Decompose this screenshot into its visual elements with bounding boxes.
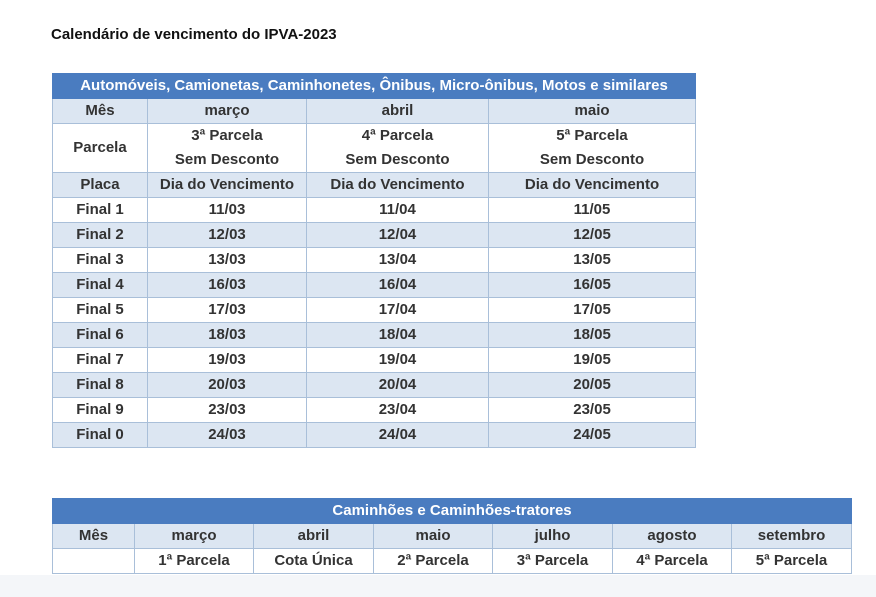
date-cell: 11/04 [307,198,489,223]
parcela-name: 5ª Parcela [556,127,628,144]
parcela-cell: 1ª Parcela [135,549,254,574]
ipva-table-automoveis [52,73,696,448]
date-cell: 13/03 [148,248,307,273]
placa-cell: Final 9 [53,398,148,423]
date-cell: 23/04 [307,398,489,423]
placa-cell: Final 0 [53,423,148,448]
date-cell: 20/05 [489,373,696,398]
table-row [53,373,696,398]
parcela-cell: 3ª Parcela [493,549,613,574]
placa-cell: Final 7 [53,348,148,373]
month-cell: maio [489,99,696,124]
date-cell: 16/04 [307,273,489,298]
parcela-cell [489,124,696,173]
date-cell: 12/03 [148,223,307,248]
date-cell: 16/05 [489,273,696,298]
parcela-cell [307,124,489,173]
month-cell: março [148,99,307,124]
parcela-cell: Cota Única [254,549,374,574]
date-cell: 19/03 [148,348,307,373]
parcela-label-empty [53,549,135,574]
table-row [53,223,696,248]
parcela-name: 3ª Parcela [191,127,263,144]
table-row [53,248,696,273]
parcela-cell: 5ª Parcela [732,549,852,574]
due-header: Dia do Vencimento [489,173,696,198]
month-cell: março [135,524,254,549]
parcela-cell: 2ª Parcela [374,549,493,574]
table-row [53,398,696,423]
date-cell: 24/03 [148,423,307,448]
date-cell: 24/05 [489,423,696,448]
month-cell: maio [374,524,493,549]
month-cell: setembro [732,524,852,549]
placa-cell: Final 6 [53,323,148,348]
placa-cell: Final 4 [53,273,148,298]
table-caption: Caminhões e Caminhões-tratores [53,499,852,524]
placa-cell: Final 3 [53,248,148,273]
table-row [53,348,696,373]
date-cell: 17/03 [148,298,307,323]
parcela-row [53,124,696,173]
parcela-cell [148,124,307,173]
month-cell: abril [254,524,374,549]
date-cell: 17/04 [307,298,489,323]
ipva-table-caminhoes [52,498,852,574]
date-cell: 16/03 [148,273,307,298]
month-label: Mês [53,99,148,124]
date-cell: 23/05 [489,398,696,423]
parcela-name: 4ª Parcela [361,127,434,144]
date-cell: 12/04 [307,223,489,248]
parcela-cell: 4ª Parcela [613,549,732,574]
parcela-note: Sem Desconto [345,151,450,168]
parcela-label: Parcela [53,124,148,173]
date-cell: 17/05 [489,298,696,323]
date-cell: 18/03 [148,323,307,348]
due-header: Dia do Vencimento [307,173,489,198]
date-cell: 11/03 [148,198,307,223]
month-row [53,99,696,124]
month-cell: agosto [613,524,732,549]
date-cell: 20/04 [307,373,489,398]
table-row [53,423,696,448]
date-cell: 13/04 [307,248,489,273]
placa-cell: Final 1 [53,198,148,223]
parcela-note: Sem Desconto [539,151,645,168]
column-header-row [53,173,696,198]
table-row [53,323,696,348]
placa-cell: Final 5 [53,298,148,323]
date-cell: 24/04 [307,423,489,448]
month-cell: abril [307,99,489,124]
due-header: Dia do Vencimento [148,173,307,198]
table-row [53,298,696,323]
table-row [53,198,696,223]
placa-cell: Final 2 [53,223,148,248]
page-title: Calendário de vencimento do IPVA-2023 [51,26,337,43]
month-label: Mês [53,524,135,549]
date-cell: 13/05 [489,248,696,273]
date-cell: 23/03 [148,398,307,423]
date-cell: 11/05 [489,198,696,223]
date-cell: 18/04 [307,323,489,348]
date-cell: 18/05 [489,323,696,348]
month-cell: julho [493,524,613,549]
table-row [53,273,696,298]
date-cell: 19/05 [489,348,696,373]
table-caption: Automóveis, Camionetas, Caminhonetes, Ônibus, Micro-ônibus, Motos e similares [53,74,696,99]
placa-cell: Final 8 [53,373,148,398]
date-cell: 19/04 [307,348,489,373]
date-cell: 12/05 [489,223,696,248]
month-row [53,524,852,549]
date-cell: 20/03 [148,373,307,398]
parcela-row [53,549,852,574]
parcela-note: Sem Desconto [174,151,280,168]
placa-header: Placa [53,173,148,198]
page-bottom-overlay [0,575,876,597]
